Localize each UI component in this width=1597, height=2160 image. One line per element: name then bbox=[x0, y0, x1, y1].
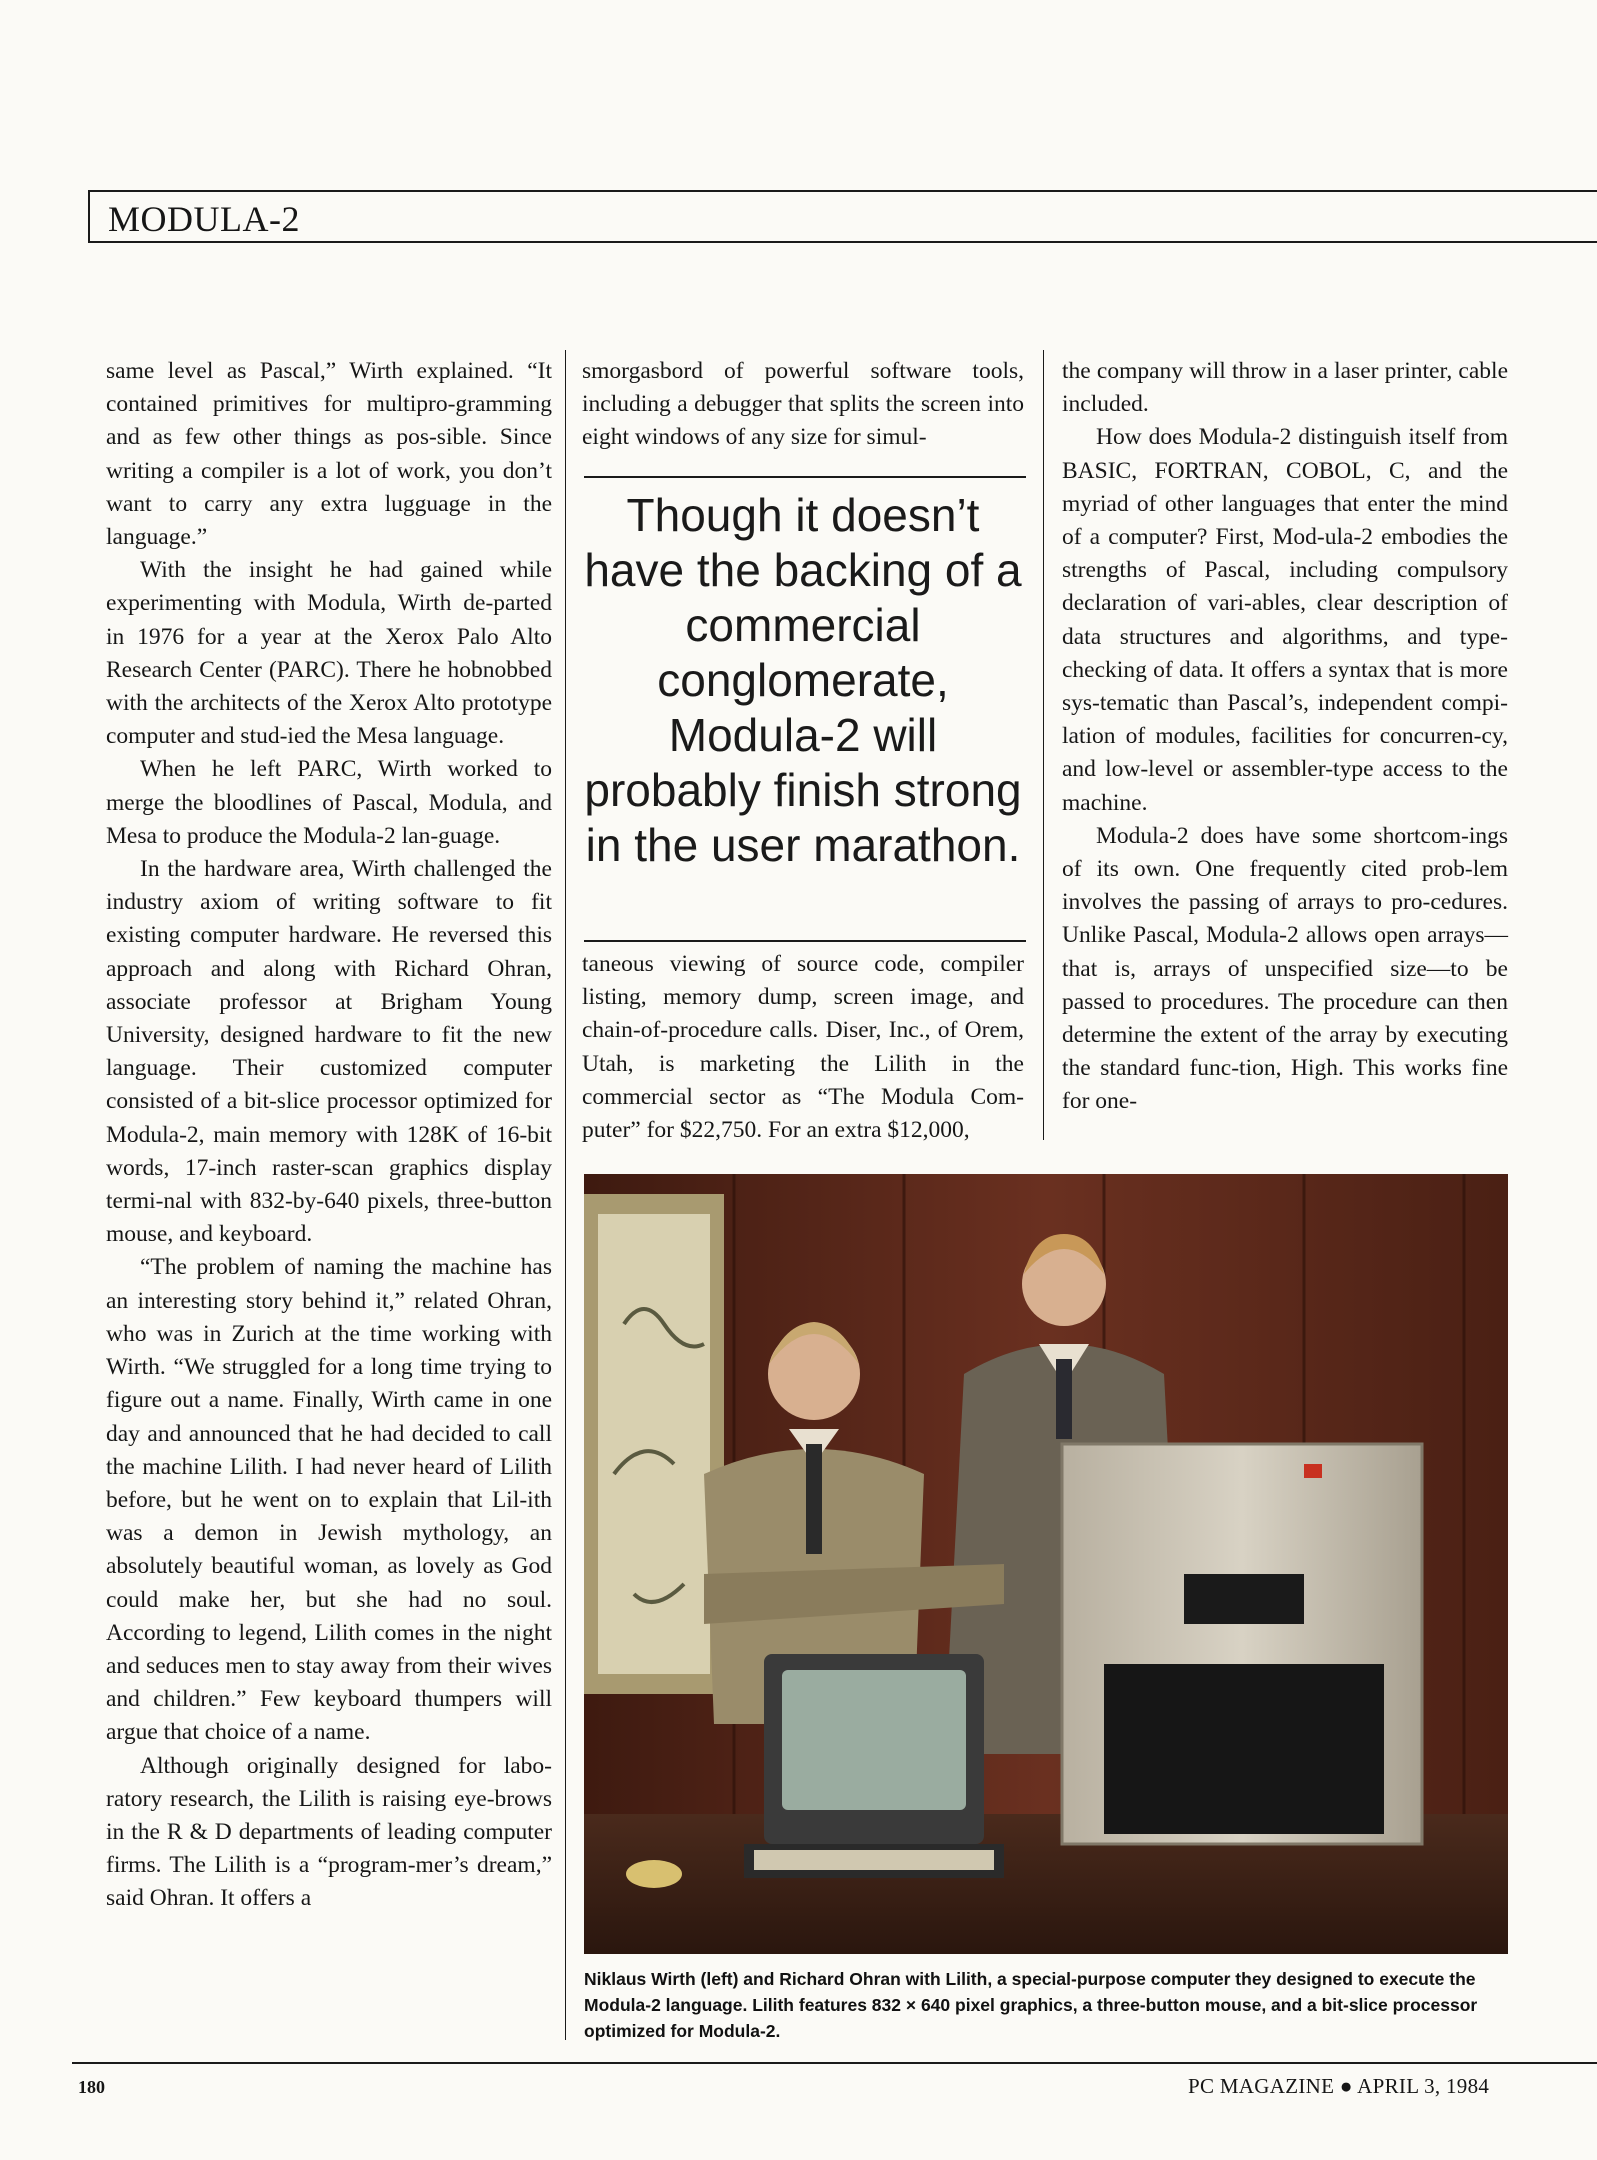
mouse bbox=[626, 1860, 682, 1888]
column-rule-1 bbox=[565, 350, 566, 2040]
pull-quote-rule-top bbox=[584, 476, 1026, 478]
paragraph: With the insight he had gained while experimenting with Modula, Wirth de-parted in 1976 for a year at the Xerox Palo Alto Research Center (PARC). There he hobnobbed with the architects of the Xerox Alto prototype computer and stud-ied the Mesa language. bbox=[106, 557, 552, 750]
paragraph: How does Modula-2 distinguish itself from BASIC, FORTRAN, COBOL, C, and the myriad of other languages that enter the mind of a computer? First, Mod-ula-2 embodies the strengths of Pascal, including compulsory declaration of vari-ables, clear description of data structures and algorithms, and type-checking of data. It offers a syntax that is more sys-tematic than Pascal’s, independent compi-lation of modules, facilities for concurren-cy, and low-level or assembler-type access to the machine. bbox=[1062, 424, 1508, 816]
article-column-2-bottom bbox=[582, 948, 1024, 1148]
header-rule-top bbox=[88, 190, 1597, 192]
paragraph: taneous viewing of source code, compiler listing, memory dump, screen image, and chain-of-procedure calls. Diser, Inc., of Orem, Utah, is marketing the Lilith in the commercial sector as “The Modula Com-puter” for $22,750. For an extra $12,000, bbox=[582, 951, 1024, 1144]
header-rule-bottom bbox=[88, 241, 1597, 243]
paragraph: Modula-2 does have some shortcom-ings of its own. One frequently cited prob-lem involves the passing of arrays to pro-cedures. Unlike Pascal, Modula-2 allows open arrays—that is, arrays of unspecified size—to be passed to procedures. The procedure can then determine the extent of the array by executing the standard func-tion, High. This works fine for one- bbox=[1062, 822, 1508, 1115]
column-rule-2 bbox=[1043, 350, 1044, 1140]
paragraph: smorgasbord of powerful software tools, including a debugger that splits the screen into eight windows of any size for simul- bbox=[582, 358, 1024, 451]
lilith-cabinet bbox=[1062, 1444, 1422, 1844]
paragraph: In the hardware area, Wirth challenged the industry axiom of writing software to fit existing computer hardware. He reversed this approach and along with Richard Ohran, associate professor at Brigham Young University, designed hardware to fit the new language. Their customized computer consisted of a bit-slice processor optimized for Modula-2, main memory with 128K of 16-bit words, 17-inch raster-scan graphics display termi-nal with 832-by-640 pixels, three-button mouse, and keyboard. bbox=[106, 856, 552, 1248]
photo-wirth-ohran-lilith bbox=[584, 1174, 1508, 1954]
section-title: MODULA-2 bbox=[108, 199, 300, 239]
page-number: 180 bbox=[78, 2077, 105, 2097]
header-rule-left bbox=[88, 190, 90, 243]
article-column-3 bbox=[1062, 355, 1508, 1155]
framed-painting bbox=[584, 1194, 724, 1694]
pull-quote-rule-bottom bbox=[584, 940, 1026, 942]
pull-quote: Though it doesn’t have the backing of a commercial conglomerate, Modula-2 will probably finish strong in the user marathon. bbox=[584, 489, 1022, 871]
footer-rule bbox=[72, 2062, 1597, 2064]
paragraph: Although originally designed for labo-ratory research, the Lilith is raising eye-brows in the R & D departments of leading computer firms. The Lilith is a “program-mer’s dream,” said Ohran. It offers a bbox=[106, 1752, 552, 1912]
paragraph: When he left PARC, Wirth worked to merge the bloodlines of Pascal, Modula, and Mesa to produce the Modula-2 lan-guage. bbox=[106, 756, 552, 849]
article-column-1 bbox=[106, 355, 552, 2050]
lilith-monitor bbox=[744, 1654, 1004, 1878]
photo-caption: Niklaus Wirth (left) and Richard Ohran with Lilith, a special-purpose computer they designed to execute the Modula-2 language. Lilith features 832 × 640 pixel graphics, a three-button mouse, and a bit-slice processor optimized for Modula-2. bbox=[584, 1969, 1478, 2041]
footer-issue: PC MAGAZINE ● APRIL 3, 1984 bbox=[1188, 2074, 1490, 2098]
paragraph: the company will throw in a laser printer, cable included. bbox=[1062, 358, 1508, 418]
article-column-2-top bbox=[582, 355, 1024, 463]
paragraph: same level as Pascal,” Wirth explained. “It contained primitives for multipro-gramming and as few other things as pos-sible. Since writing a compiler is a lot of work, you don’t want to carry any extra lugguage in the language.” bbox=[106, 358, 552, 551]
paragraph: “The problem of naming the machine has an interesting story behind it,” related Ohran, who was in Zurich at the time working with Wirth. “We struggled for a long time trying to figure out a name. Finally, Wirth came in one day and announced that he had decided to call the machine Lilith. I had never heard of Lilith before, but he went on to explain that Lil-ith was a demon in Jewish mythology, an absolutely beautiful woman, as lovely as God could make her, but she had no soul. According to legend, Lilith comes in the night and seduces men to stay away from their wives and children.” Few keyboard thumpers will argue that choice of a name. bbox=[106, 1254, 552, 1746]
